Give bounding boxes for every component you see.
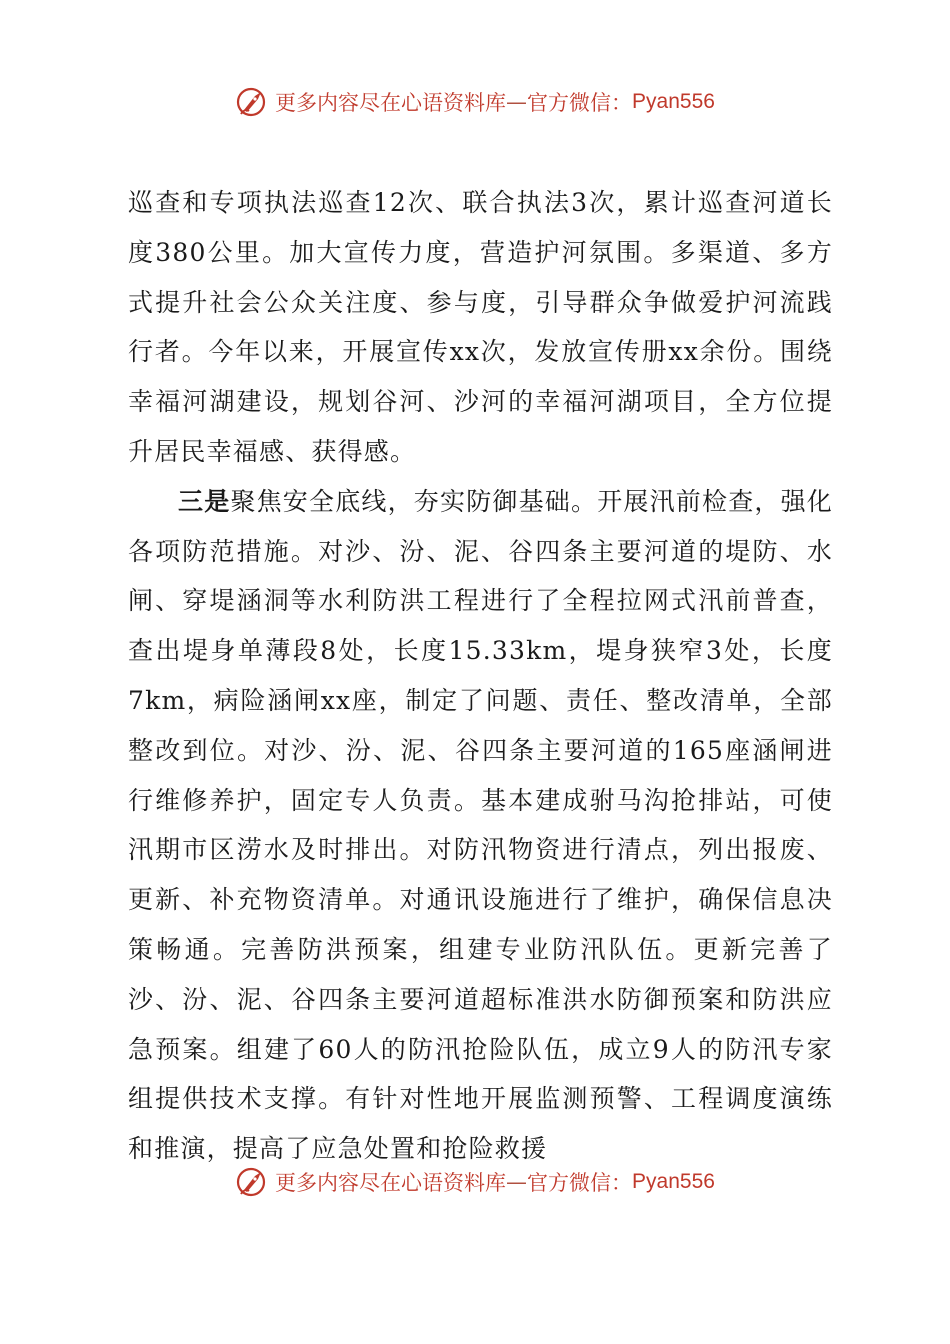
header-banner: [0, 82, 950, 122]
footer-banner-wechat-id: Pyan556: [632, 1170, 715, 1193]
document-body: [128, 178, 833, 1174]
paragraph-1-text: 巡查和专项执法巡查12次、联合执法3次，累计巡查河道长度380公里。加大宣传力度，营造护河氛围。多渠道、多方式提升社会公众关注度、参与度，引导群众争做爱护河流践行者。今年以来，开展宣传xx次，发放宣传册xx余份。围绕幸福河湖建设，规划谷河、沙河的幸福河湖项目，全方位提升居民幸福感、获得感。: [128, 188, 833, 466]
footer-banner: [0, 1162, 950, 1202]
paragraph-1: [128, 178, 833, 477]
banner-wechat-label: 官方微信：: [527, 91, 633, 115]
footer-banner-title: 更多内容尽在心语资料库: [275, 1171, 507, 1195]
footer-banner-wechat-label: 官方微信：: [527, 1171, 633, 1195]
banner-title: 更多内容尽在心语资料库: [275, 91, 507, 115]
paragraph-2: [128, 477, 833, 1174]
pen-nib-logo-icon: [235, 1164, 271, 1200]
banner-separator: —: [506, 90, 528, 114]
pen-nib-logo-icon: [235, 84, 271, 120]
banner-wechat-id: Pyan556: [632, 90, 715, 113]
footer-banner-separator: —: [506, 1170, 528, 1194]
paragraph-2-lead: 三是: [178, 486, 231, 516]
paragraph-2-text: 聚焦安全底线，夯实防御基础。开展汛前检查，强化各项防范措施。对沙、汾、泥、谷四条主要河道的堤防、水闸、穿堤涵洞等水利防洪工程进行了全程拉网式汛前普查，查出堤身单薄段8处，长度15.33km，堤身狭窄3处，长度7km，病险涵闸xx座，制定了问题、责任、整改清单，全部整改到位。对沙、汾、泥、谷四条主要河道的165座涵闸进行维修养护，固定专人负责。基本建成驸马沟抢排站，可使汛期市区涝水及时排出。对防汛物资进行清点，列出报废、更新、补充物资清单。对通讯设施进行了维护，确保信息决策畅通。完善防洪预案，组建专业防汛队伍。更新完善了沙、汾、泥、谷四条主要河道超标准洪水防御预案和防洪应急预案。组建了60人的防汛抢险队伍，成立9人的防汛专家组提供技术支撑。有针对性地开展监测预警、工程调度演练和推演，提高了应急处置和抢险救援: [128, 486, 834, 1164]
